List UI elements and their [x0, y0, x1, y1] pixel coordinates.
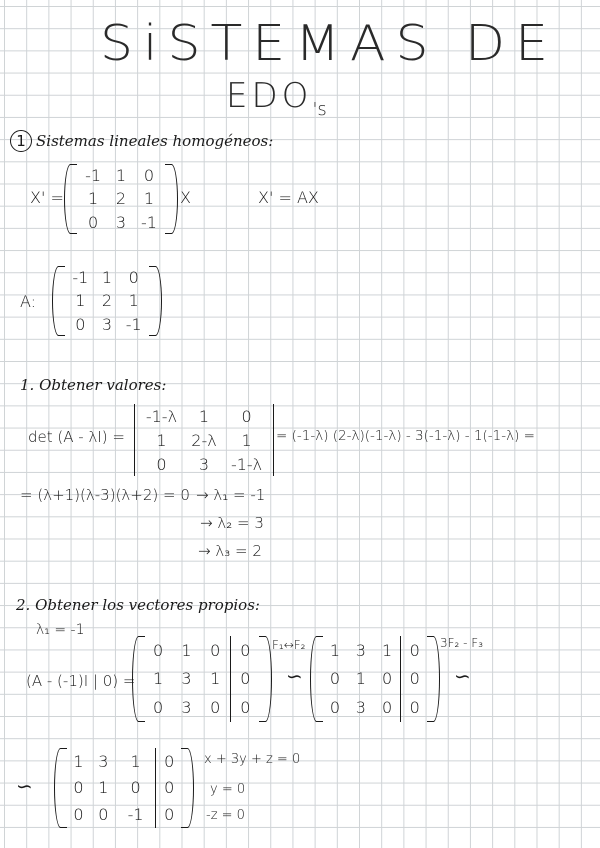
- matrix-cell: 0: [156, 801, 182, 828]
- matrix-cell: 0: [241, 406, 252, 426]
- matrix-row: [66, 775, 182, 802]
- matrix-cell: 1: [156, 430, 167, 450]
- matrix-cell: 1: [128, 291, 139, 311]
- matrix-cell: 0: [130, 778, 141, 798]
- eigenvalue-2: → λ₂ = 3: [200, 514, 264, 532]
- matrix-cell: 0: [329, 698, 341, 718]
- matrix-cell: 1: [87, 189, 99, 209]
- equation-1: x + 3y + z = 0: [204, 752, 301, 767]
- matrix-cell: 0: [143, 166, 155, 186]
- matrix-cell: 3: [198, 454, 210, 474]
- right-paren: [181, 748, 194, 828]
- section-1-heading: [10, 130, 273, 152]
- matrix-row: [66, 748, 182, 775]
- equivalence-3: ∽: [16, 774, 33, 798]
- matrix-cell: 3: [115, 212, 127, 232]
- matrix-row: [144, 693, 260, 722]
- matrix-cell: 0: [128, 268, 139, 288]
- matrix-entries: [138, 404, 270, 476]
- matrix-row: [144, 636, 260, 665]
- matrix-cell: 0: [401, 636, 428, 665]
- matrix-cell: 1: [355, 669, 366, 689]
- matrix-cell: -1: [72, 268, 89, 288]
- matrix-cell: 3: [181, 698, 192, 718]
- matrix-cell: 1: [381, 640, 393, 660]
- matrix-cell: 0: [98, 805, 109, 825]
- section-1-title: Sistemas lineales homogéneos:: [36, 132, 274, 150]
- matrix-cell: 1: [153, 669, 164, 689]
- matrix-cell: 0: [156, 454, 167, 474]
- matrix-cell: 1: [73, 751, 84, 771]
- A-matrix: [52, 266, 162, 336]
- matrix-cell: 0: [401, 693, 428, 722]
- subtitle-suffix: 's: [312, 98, 327, 120]
- matrix-row: [322, 636, 428, 665]
- matrix-cell: 0: [75, 314, 86, 334]
- matrix-cell: 1: [75, 291, 86, 311]
- matrix-cell: 1: [181, 640, 192, 660]
- matrix-cell: -1-λ: [230, 454, 263, 474]
- matrix-cell: 3: [101, 314, 113, 334]
- matrix-cell: -1: [140, 212, 157, 232]
- equation-2: y = 0: [210, 782, 246, 797]
- equivalence-2: ∽: [454, 664, 471, 688]
- matrix-cell: -1-λ: [145, 406, 178, 426]
- matrix-cell: 0: [87, 212, 99, 232]
- system-matrix: [64, 164, 178, 234]
- matrix-entries: [144, 636, 260, 722]
- matrix-row: [144, 665, 260, 694]
- matrix-cell: 0: [210, 698, 221, 718]
- section-number: 1: [10, 130, 32, 152]
- matrix-cell: -1: [127, 805, 144, 825]
- eigenvalue-3: → λ₃ = 2: [198, 542, 262, 560]
- right-paren: [427, 636, 440, 722]
- matrix-cell: 0: [156, 748, 182, 775]
- matrix-cell: 2: [115, 189, 127, 209]
- matrix-cell: 1: [130, 751, 141, 771]
- matrix-cell: 0: [210, 640, 221, 660]
- factored-polynomial: = (λ+1)(λ-3)(λ+2) = 0: [20, 486, 190, 504]
- matrix-cell: 0: [381, 698, 393, 718]
- matrix-row: [138, 404, 270, 428]
- right-paren: [149, 266, 162, 336]
- matrix-cell: 0: [153, 698, 164, 718]
- matrix-row: [66, 801, 182, 828]
- matrix-row: [76, 187, 166, 210]
- augmented-matrix-3: [54, 748, 194, 828]
- row-op-2: 3F₂ - F₃: [440, 636, 484, 650]
- matrix-cell: 1: [198, 406, 210, 426]
- system-form: X' = AX: [258, 188, 319, 207]
- right-bar: [273, 404, 274, 476]
- eigenvalue-1: → λ₁ = -1: [196, 486, 266, 504]
- matrix-entries: [76, 164, 166, 234]
- matrix-entries: [322, 636, 428, 722]
- left-bar: [134, 404, 135, 476]
- equation-3: -z = 0: [206, 808, 245, 823]
- equivalence-1: ∽: [286, 664, 303, 688]
- step-1-heading: 1. Obtener valores:: [20, 376, 167, 394]
- lambda-label: λ₁ = -1: [36, 622, 85, 638]
- system-lhs: X' =: [30, 188, 64, 207]
- augmented-lhs: (A - (-1)I | 0) =: [26, 672, 136, 690]
- matrix-cell: 2-λ: [191, 430, 217, 450]
- matrix-cell: -1: [125, 314, 142, 334]
- matrix-row: [322, 665, 428, 694]
- matrix-entries: [66, 748, 182, 828]
- matrix-cell: 1: [101, 268, 113, 288]
- det-lhs: det (A - λI) =: [28, 428, 125, 446]
- matrix-cell: 2: [101, 291, 113, 311]
- matrix-row: [64, 266, 150, 289]
- matrix-cell: 3: [355, 698, 366, 718]
- matrix-cell: 3: [98, 751, 109, 771]
- augmented-matrix-2: [310, 636, 440, 722]
- right-paren: [165, 164, 178, 234]
- matrix-row: [64, 289, 150, 312]
- matrix-row: [138, 428, 270, 452]
- step-2-heading: 2. Obtener los vectores propios:: [16, 596, 260, 614]
- matrix-cell: 0: [381, 669, 393, 689]
- page-subtitle: [226, 76, 327, 120]
- det-expansion: = (-1-λ) (2-λ)(-1-λ) - 3(-1-λ) - 1(-1-λ) =: [276, 428, 535, 444]
- matrix-cell: 0: [230, 665, 260, 694]
- matrix-cell: 0: [73, 805, 84, 825]
- matrix-cell: 0: [401, 665, 428, 694]
- matrix-cell: -1: [85, 166, 102, 186]
- right-paren: [259, 636, 272, 722]
- matrix-cell: 1: [210, 669, 221, 689]
- subtitle-main: EDO: [226, 76, 313, 116]
- matrix-cell: 1: [115, 166, 127, 186]
- matrix-row: [76, 211, 166, 234]
- augmented-matrix-1: [132, 636, 272, 722]
- matrix-cell: 0: [73, 778, 84, 798]
- matrix-cell: 0: [329, 669, 341, 689]
- matrix-cell: 3: [181, 669, 192, 689]
- matrix-cell: 1: [241, 430, 252, 450]
- matrix-cell: 0: [153, 640, 164, 660]
- matrix-row: [322, 693, 428, 722]
- A-label: A:: [20, 292, 37, 311]
- matrix-row: [138, 452, 270, 476]
- matrix-row: [64, 313, 150, 336]
- det-matrix: [134, 404, 274, 476]
- page-title: SiSTEMAS DE: [100, 15, 558, 73]
- matrix-row: [76, 164, 166, 187]
- matrix-entries: [64, 266, 150, 336]
- matrix-cell: 1: [98, 778, 109, 798]
- system-rhs-var: X: [180, 188, 191, 207]
- matrix-cell: 3: [355, 640, 366, 660]
- matrix-cell: 0: [230, 636, 260, 665]
- matrix-cell: 0: [156, 775, 182, 802]
- matrix-cell: 1: [143, 189, 155, 209]
- matrix-cell: 0: [230, 693, 260, 722]
- row-op-1: F₁↔F₂: [272, 638, 306, 652]
- matrix-cell: 1: [329, 640, 341, 660]
